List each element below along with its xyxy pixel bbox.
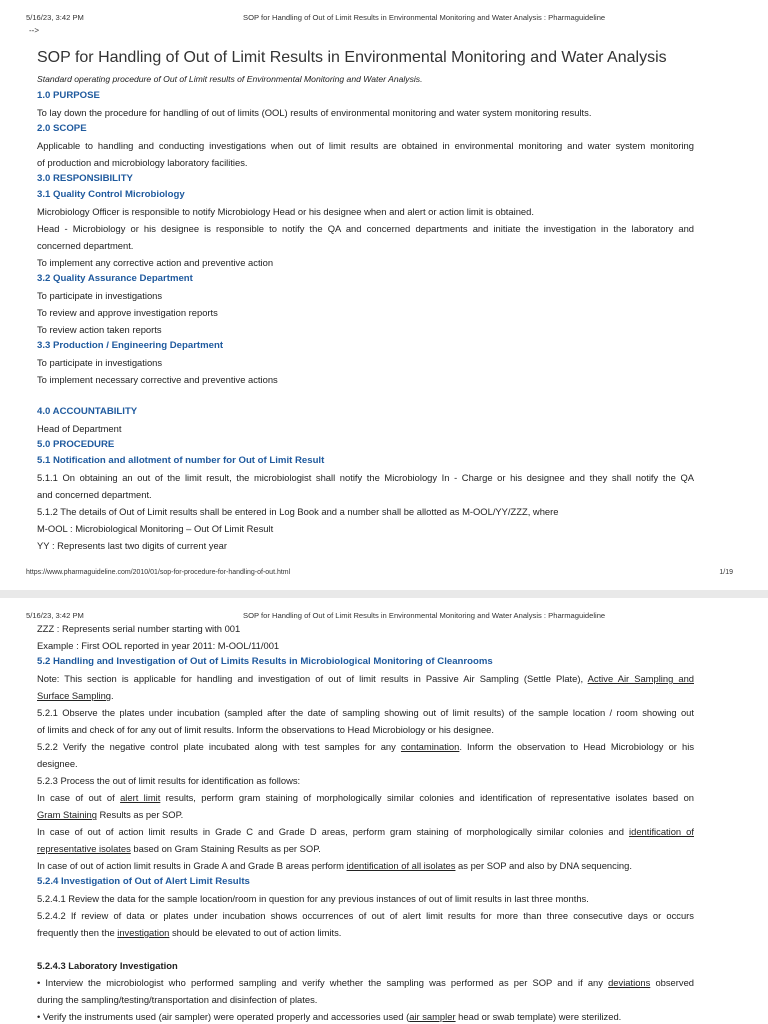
document-page-2 [0,598,768,1024]
alert-text-a: In case of out of [37,792,121,803]
note-line-1 [37,670,694,687]
page-title: SOP for Handling of Out of Limit Results in Environmental Monitoring and Water Analysis [37,49,667,66]
grade-cd-text-b: based on Gram Staining Results as per SOP. [130,843,321,854]
p5242-line-2 [37,924,694,941]
purpose-heading: 1.0 PURPOSE [37,90,100,101]
alert-investigation-heading: 5.2.4 Investigation of Out of Alert Limit Results [37,876,250,887]
p5242-line-1: 5.2.4.2 If review of data or plates under incubation shows occurrences of out of alert limit results for more than three consecutive days or occurs [37,910,694,921]
investigation-link[interactable]: investigation [117,927,170,938]
zzz-definition: ZZZ : Represents serial number starting with 001 [37,623,241,634]
alert-limit-link[interactable]: alert limit [120,792,161,803]
bullet-1-text-b: observed [650,977,695,988]
active-air-sampling-link[interactable]: Active Air Sampling and [587,673,694,684]
spacer [37,941,694,957]
representative-isolates-link[interactable]: representative isolates [37,843,131,854]
qc-microbiology-heading: 3.1 Quality Control Microbiology [37,189,185,200]
responsibility-heading: 3.0 RESPONSIBILITY [37,173,133,184]
example-text: Example : First OOL reported in year 2011: M-OOL/11/001 [37,640,280,651]
bullet-1-line-2: during the sampling/testing/transportation and disinfection of plates. [37,994,318,1005]
qc-text-line-4: To implement any corrective action and preventive action [37,257,274,268]
grade-cd-line-2 [37,840,694,857]
identification-of-link[interactable]: identification of [629,826,694,837]
alert-text-b: results, perform gram staining of morphologically similar colonies and identification of representative isolates based on [160,792,694,803]
page-url: https://www.pharmaguideline.com/2010/01/sop-for-procedure-for-handling-of-out.html [26,569,291,576]
grade-cd-line-1 [37,823,694,840]
scope-heading: 2.0 SCOPE [37,123,87,134]
lab-investigation-heading: 5.2.4.3 Laboratory Investigation [37,960,178,971]
p521-line-1: 5.2.1 Observe the plates under incubation (sampled after the date of sampling showing out of limit results) of the sample location / room showing out [37,707,694,718]
qc-text-line-1: Microbiology Officer is responsible to notify Microbiology Head or his designee when and alert or action limit is obtained. [37,206,534,217]
scope-text-line-1: Applicable to handling and conducting investigations when out of limit results are obtained in environmental monitoring and water system monitoring [37,140,694,151]
p511-line-2: and concerned department. [37,489,152,500]
alert-limit-line-2 [37,806,694,823]
identification-of-all-isolates-link[interactable]: identification of all isolates [346,860,456,871]
print-doc-title: SOP for Handling of Out of Limit Results in Environmental Monitoring and Water Analysis : Pharmaguideline [243,13,606,22]
alert-limit-line-1 [37,789,694,806]
contamination-link[interactable]: contamination [400,741,460,752]
purpose-text: To lay down the procedure for handling of out of limits (OOL) results of environmental monitoring and water system monitoring results. [37,107,592,118]
note-text: Note: This section is applicable for handling and investigation of out of limit results in Passive Air Sampling (Settle Plate), [37,673,588,684]
bullet-1-line-1 [37,974,694,991]
bullet-2-text-b: head or swab template) were sterilized. [455,1011,622,1022]
p521-line-2: of limits and check of for any out of limit results. Inform the observations to Head Microbiology or his designee. [37,724,494,735]
qa-text-line-2: To review and approve investigation reports [37,307,218,318]
deviations-link[interactable]: deviations [608,977,651,988]
p522-text-b: . Inform the observation to Head Microbiology or his [459,741,695,752]
scope-text-line-2: of production and microbiology laboratory facilities. [37,157,248,168]
arrow-text: --> [29,26,39,35]
qa-department-heading: 3.2 Quality Assurance Department [37,273,193,284]
print-doc-title: SOP for Handling of Out of Limit Results in Environmental Monitoring and Water Analysis : Pharmaguideline [243,611,606,620]
qa-text-line-3: To review action taken reports [37,324,162,335]
procedure-heading: 5.0 PROCEDURE [37,439,115,450]
gram-text-b: Results as per SOP. [96,809,184,820]
p522-line-1 [37,738,694,755]
note-end: . [111,690,114,701]
bullet-2-text-a: • Verify the instruments used (air sampler) were operated properly and accessories used ( [37,1011,410,1022]
spacer [37,388,694,404]
p523-text: 5.2.3 Process the out of limit results for identification as follows: [37,775,301,786]
page-2-content [37,620,694,1024]
grade-ab-text-a: In case of out of action limit results in Grade A and Grade B areas perform [37,860,347,871]
gram-staining-link[interactable]: Gram Staining [37,809,97,820]
qc-text-line-2: Head - Microbiology or his designee is responsible to notify the QA and concerned departments and initiate the investigation in the laboratory and [37,223,694,234]
mool-definition: M-OOL : Microbiological Monitoring – Out Of Limit Result [37,523,274,534]
yy-definition: YY : Represents last two digits of current year [37,540,228,551]
cleanroom-handling-heading: 5.2 Handling and Investigation of Out of Limits Results in Microbiological Monitoring of Cleanrooms [37,656,493,667]
grade-ab-text-b: as per SOP and also by DNA sequencing. [455,860,632,871]
air-sampler-link[interactable]: air sampler [409,1011,456,1022]
p522-line-2: designee. [37,758,78,769]
qc-text-line-3: concerned department. [37,240,134,251]
print-datetime: 5/16/23, 3:42 PM [26,13,84,22]
production-engineering-heading: 3.3 Production / Engineering Department [37,340,224,351]
bullet-2-line [37,1008,694,1024]
bullet-1-text-a: • Interview the microbiologist who performed sampling and verify whether the sampling was performed as per SOP and if any [37,977,609,988]
accountability-text: Head of Department [37,423,122,434]
pe-text-line-2: To implement necessary corrective and preventive actions [37,374,278,385]
p5241-text: 5.2.4.1 Review the data for the sample location/room in question for any previous instances of out of limit results in last three months. [37,893,589,904]
page-number: 1/19 [719,569,733,576]
grade-ab-line [37,857,694,874]
print-header [26,13,742,25]
note-line-2 [37,687,694,704]
qa-text-line-1: To participate in investigations [37,290,163,301]
page-1-content [37,46,694,554]
print-datetime: 5/16/23, 3:42 PM [26,611,84,620]
notification-heading: 5.1 Notification and allotment of number for Out of Limit Result [37,455,325,466]
grade-cd-text-a: In case of out of action limit results in Grade C and Grade D areas, perform gram staining of morphologically similar colonies and [37,826,630,837]
pe-text-line-1: To participate in investigations [37,357,163,368]
accountability-heading: 4.0 ACCOUNTABILITY [37,406,138,417]
p5242-text-b: should be elevated to out of action limits. [169,927,342,938]
surface-sampling-link[interactable]: Surface Sampling [37,690,111,701]
p512-text: 5.1.2 The details of Out of Limit results shall be entered in Log Book and a number shall be allotted as M-OOL/YY/ZZZ, where [37,506,559,517]
p522-text-a: 5.2.2 Verify the negative control plate incubated along with test samples for any [37,741,401,752]
p511-line-1: 5.1.1 On obtaining an out of the limit result, the microbiologist shall notify the Microbiology In - Charge or his designee and they shall notify the QA [37,472,694,483]
page-subtitle: Standard operating procedure of Out of Limit results of Environmental Monitoring and Water Analysis. [37,74,423,84]
p5242-text-a: frequently then the [37,927,118,938]
